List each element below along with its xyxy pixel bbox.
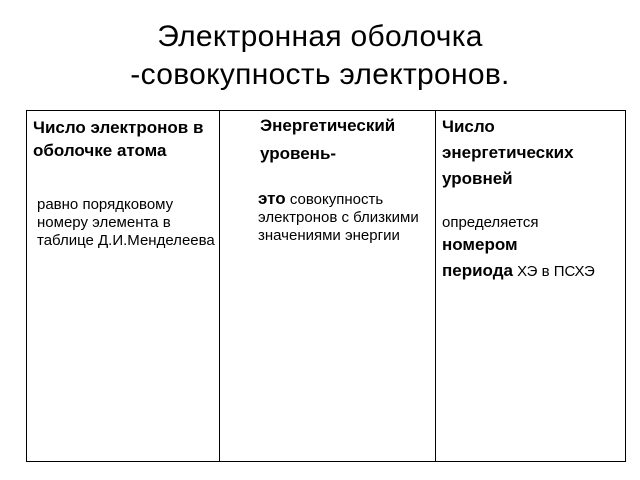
cell-text: равно порядковому номеру элемента в таблице Д.И.Менделеева <box>37 196 215 249</box>
cell-heading-line-1: Число <box>442 117 495 136</box>
cell-text-2: ХЭ в ПСХЭ <box>517 263 595 280</box>
cell-heading-line-2: энергетических <box>442 143 574 162</box>
cell-text: совокупность электронов с близкими значениями энергии <box>258 191 419 244</box>
cell-bold-1: номером <box>442 235 518 254</box>
cell-heading: Число электронов в оболочке атома <box>33 118 204 160</box>
cell-text-block <box>442 214 623 284</box>
cell-text-block <box>258 190 433 245</box>
slide-title <box>0 18 640 94</box>
definitions-table <box>26 110 626 462</box>
cell-bold-2: периода <box>442 261 513 280</box>
title-line-2: -совокупность электронов. <box>130 58 510 91</box>
table-cell-electrons <box>27 111 220 461</box>
table-cell-energy-level <box>220 111 436 461</box>
cell-lead-word: это <box>258 189 286 208</box>
cell-heading-line-3: уровней <box>442 169 513 188</box>
table-cell-energy-levels-count <box>436 111 625 461</box>
cell-heading-line-2: уровень- <box>260 144 337 163</box>
title-line-1: Электронная оболочка <box>157 20 483 53</box>
cell-heading-line-1: Энергетический <box>260 116 396 135</box>
cell-text-1: определяется <box>442 214 539 231</box>
